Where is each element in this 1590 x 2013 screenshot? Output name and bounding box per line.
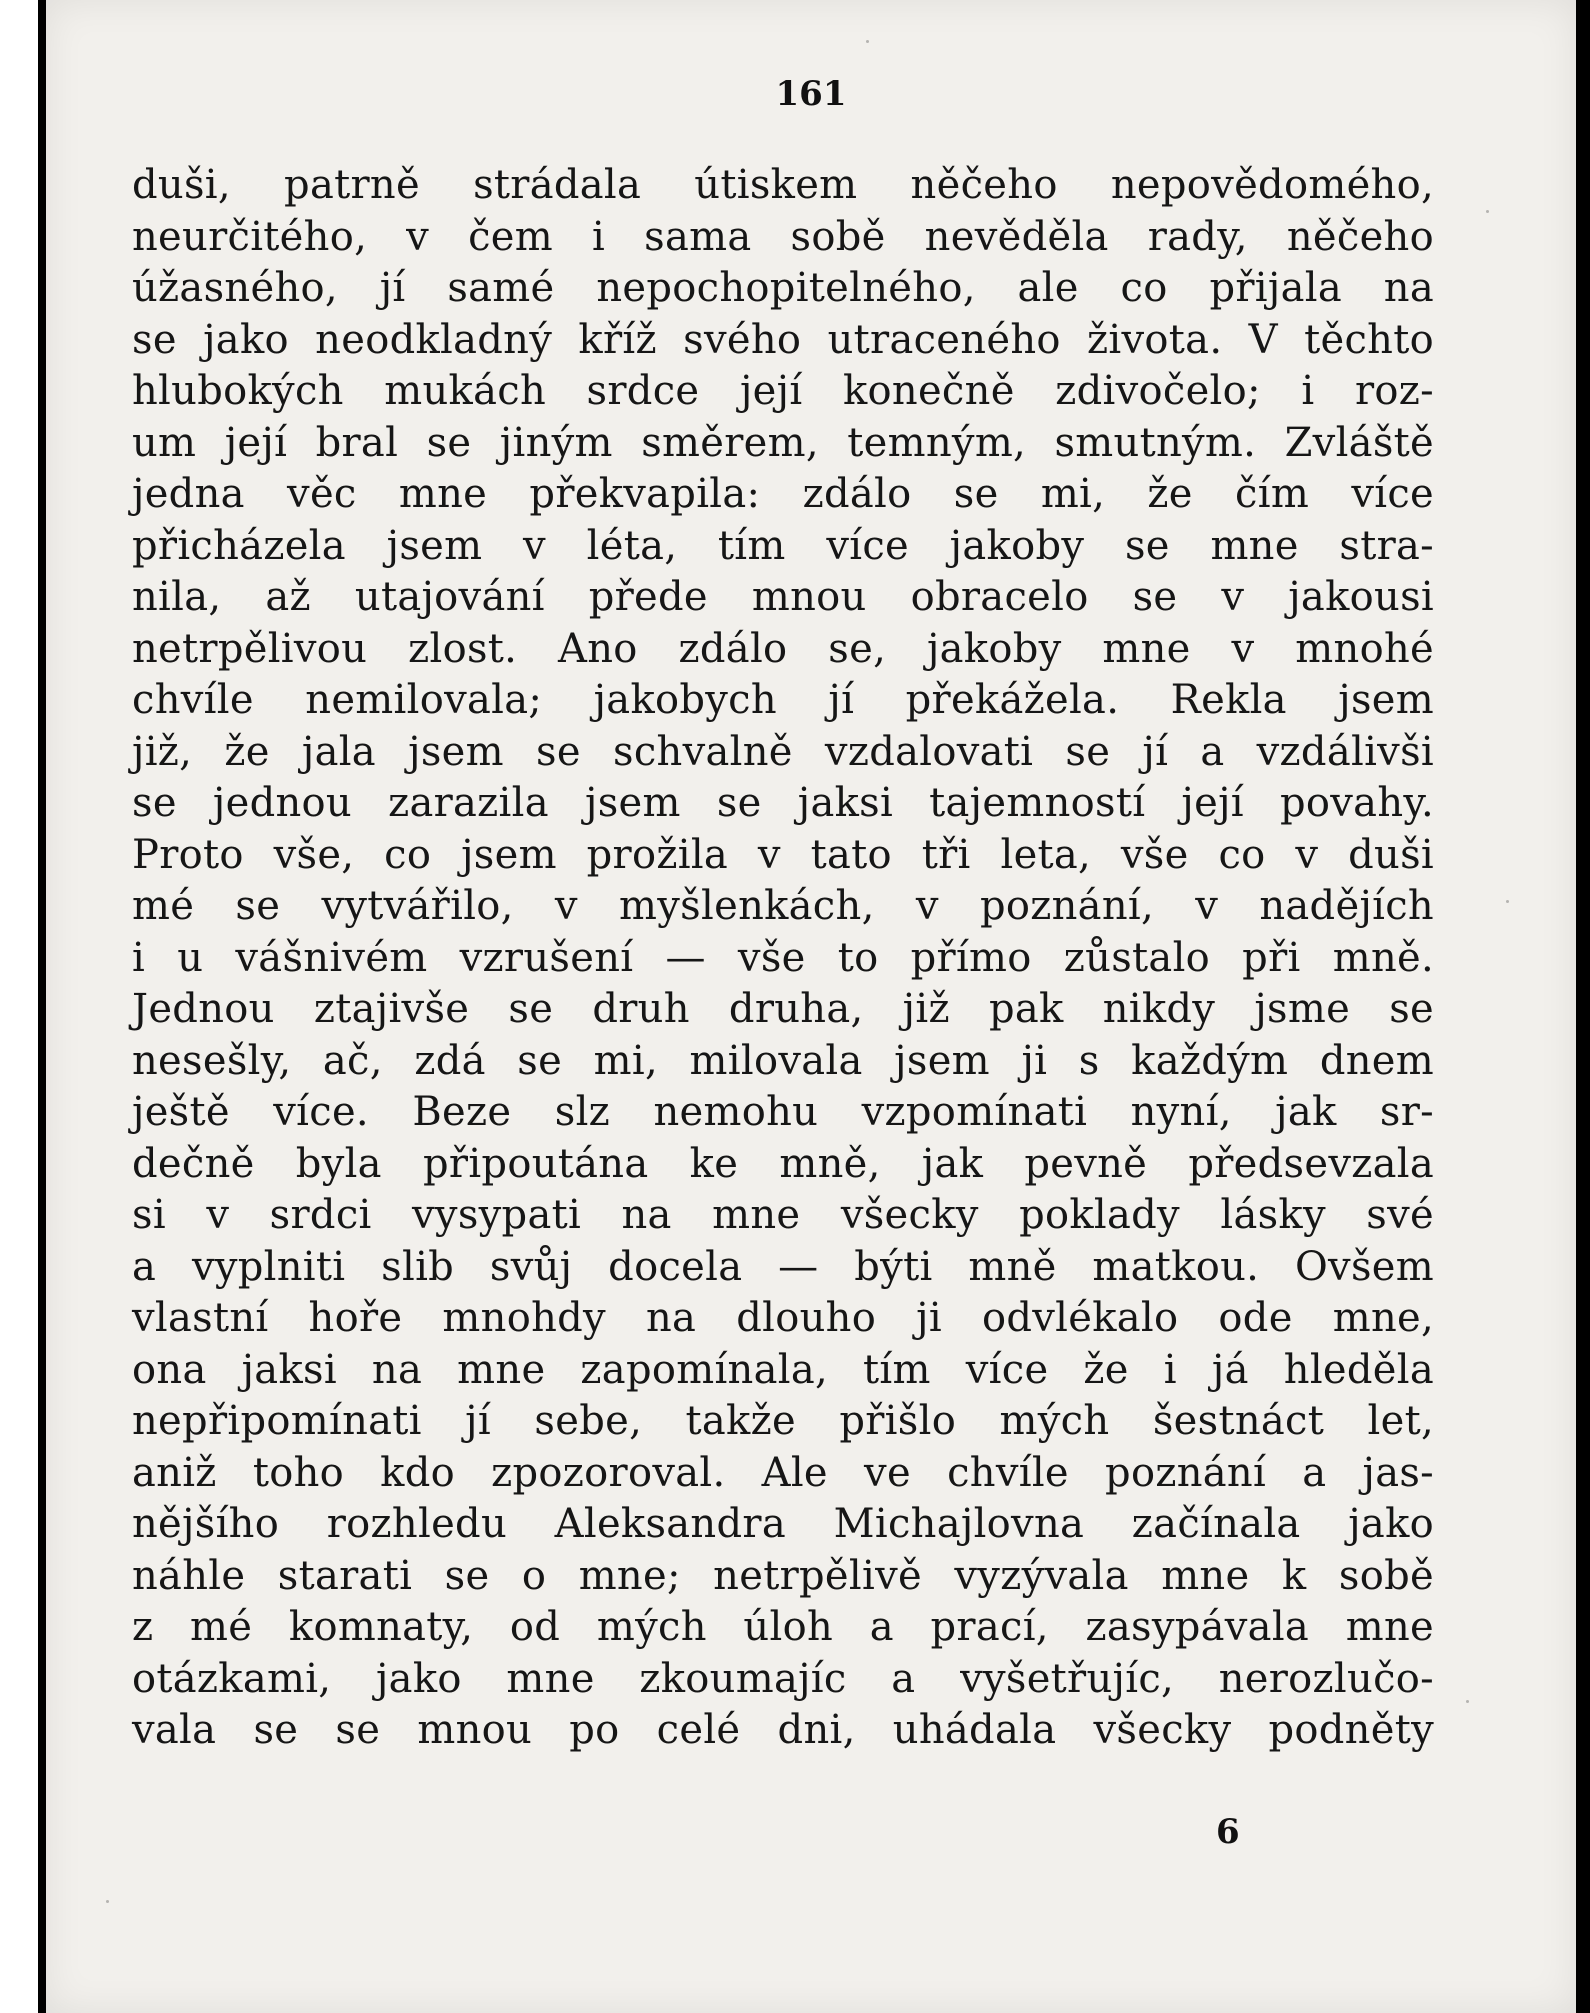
text-line: otázkami, jako mne zkoumajíc a vyšetřujíc, nerozlučo- bbox=[132, 1655, 1434, 1702]
text-line: vlastní hoře mnohdy na dlouho ji odvlékalo ode mne, bbox=[132, 1295, 1434, 1341]
text-line: i u vášnivém vzrušení — vše to přímo zůstalo při mně. bbox=[132, 934, 1434, 981]
text-line: z mé komnaty, od mých úloh a prací, zasypávala mne bbox=[132, 1604, 1434, 1650]
text-line: nějšího rozhledu Aleksandra Michajlovna začínala jako bbox=[132, 1501, 1434, 1547]
text-line: Jednou ztajivše se druh druha, již pak nikdy jsme se bbox=[132, 986, 1434, 1032]
text-line: jedna věc mne překvapila: zdálo se mi, že čím více bbox=[132, 471, 1434, 517]
text-line: nila, až utajování přede mnou obracelo se v jakousi bbox=[132, 574, 1434, 620]
text-line: duši, patrně strádala útiskem něčeho nepovědomého, bbox=[132, 162, 1434, 208]
paper-speck bbox=[1466, 1700, 1469, 1703]
text-line: přicházela jsem v léta, tím více jakoby se mne stra- bbox=[132, 522, 1434, 569]
text-line: vala se se mnou po celé dni, uhádala všecky podněty bbox=[132, 1707, 1434, 1753]
text-line: mé se vytvářilo, v myšlenkách, v poznání, v nadějích bbox=[132, 883, 1434, 929]
text-line: úžasného, jí samé nepochopitelného, ale co přijala na bbox=[132, 265, 1434, 311]
text-line: si v srdci vysypati na mne všecky poklady lásky své bbox=[132, 1192, 1434, 1238]
paper-speck bbox=[1486, 210, 1489, 213]
text-line: ona jaksi na mne zapomínala, tím více že i já hleděla bbox=[132, 1346, 1434, 1393]
text-line: netrpělivou zlost. Ano zdálo se, jakoby mne v mnohé bbox=[132, 625, 1434, 672]
text-line: nesešly, ač, zdá se mi, milovala jsem ji s každým dnem bbox=[132, 1037, 1434, 1084]
text-line: chvíle nemilovala; jakobych jí překážela. Rekla jsem bbox=[132, 677, 1434, 723]
book-page bbox=[46, 0, 1576, 2013]
text-line: um její bral se jiným směrem, temným, smutným. Zvláště bbox=[132, 419, 1434, 466]
paper-speck bbox=[106, 1900, 109, 1903]
text-line: a vyplniti slib svůj docela — býti mně matkou. Ovšem bbox=[132, 1243, 1434, 1290]
text-line: ještě více. Beze slz nemohu vzpomínati nyní, jak sr- bbox=[132, 1089, 1434, 1135]
text-line: již, že jala jsem se schvalně vzdalovati se jí a vzdálivši bbox=[132, 728, 1434, 775]
paper-speck bbox=[866, 40, 869, 43]
page-number: 161 bbox=[775, 74, 847, 114]
signature-mark: 6 bbox=[1216, 1812, 1240, 1852]
text-line: nepřipomínati jí sebe, takže přišlo mých šestnáct let, bbox=[132, 1398, 1434, 1444]
text-line: náhle starati se o mne; netrpělivě vyzývala mne k sobě bbox=[132, 1552, 1434, 1599]
text-line: neurčitého, v čem i sama sobě nevěděla rady, něčeho bbox=[132, 213, 1434, 260]
text-line: se jednou zarazila jsem se jaksi tajemností její povahy. bbox=[132, 780, 1434, 826]
body-text bbox=[132, 160, 1434, 1757]
text-line: aniž toho kdo zpozoroval. Ale ve chvíle poznání a jas- bbox=[132, 1449, 1434, 1496]
text-line: hlubokých mukách srdce její konečně zdivočelo; i roz- bbox=[132, 368, 1434, 414]
left-margin-strip bbox=[0, 0, 46, 2013]
text-line: dečně byla připoutána ke mně, jak pevně předsevzala bbox=[132, 1140, 1434, 1187]
text-line: se jako neodkladný kříž svého utraceného života. V těchto bbox=[132, 316, 1434, 363]
text-line: Proto vše, co jsem prožila v tato tři leta, vše co v duši bbox=[132, 831, 1434, 878]
paper-speck bbox=[1506, 900, 1509, 903]
